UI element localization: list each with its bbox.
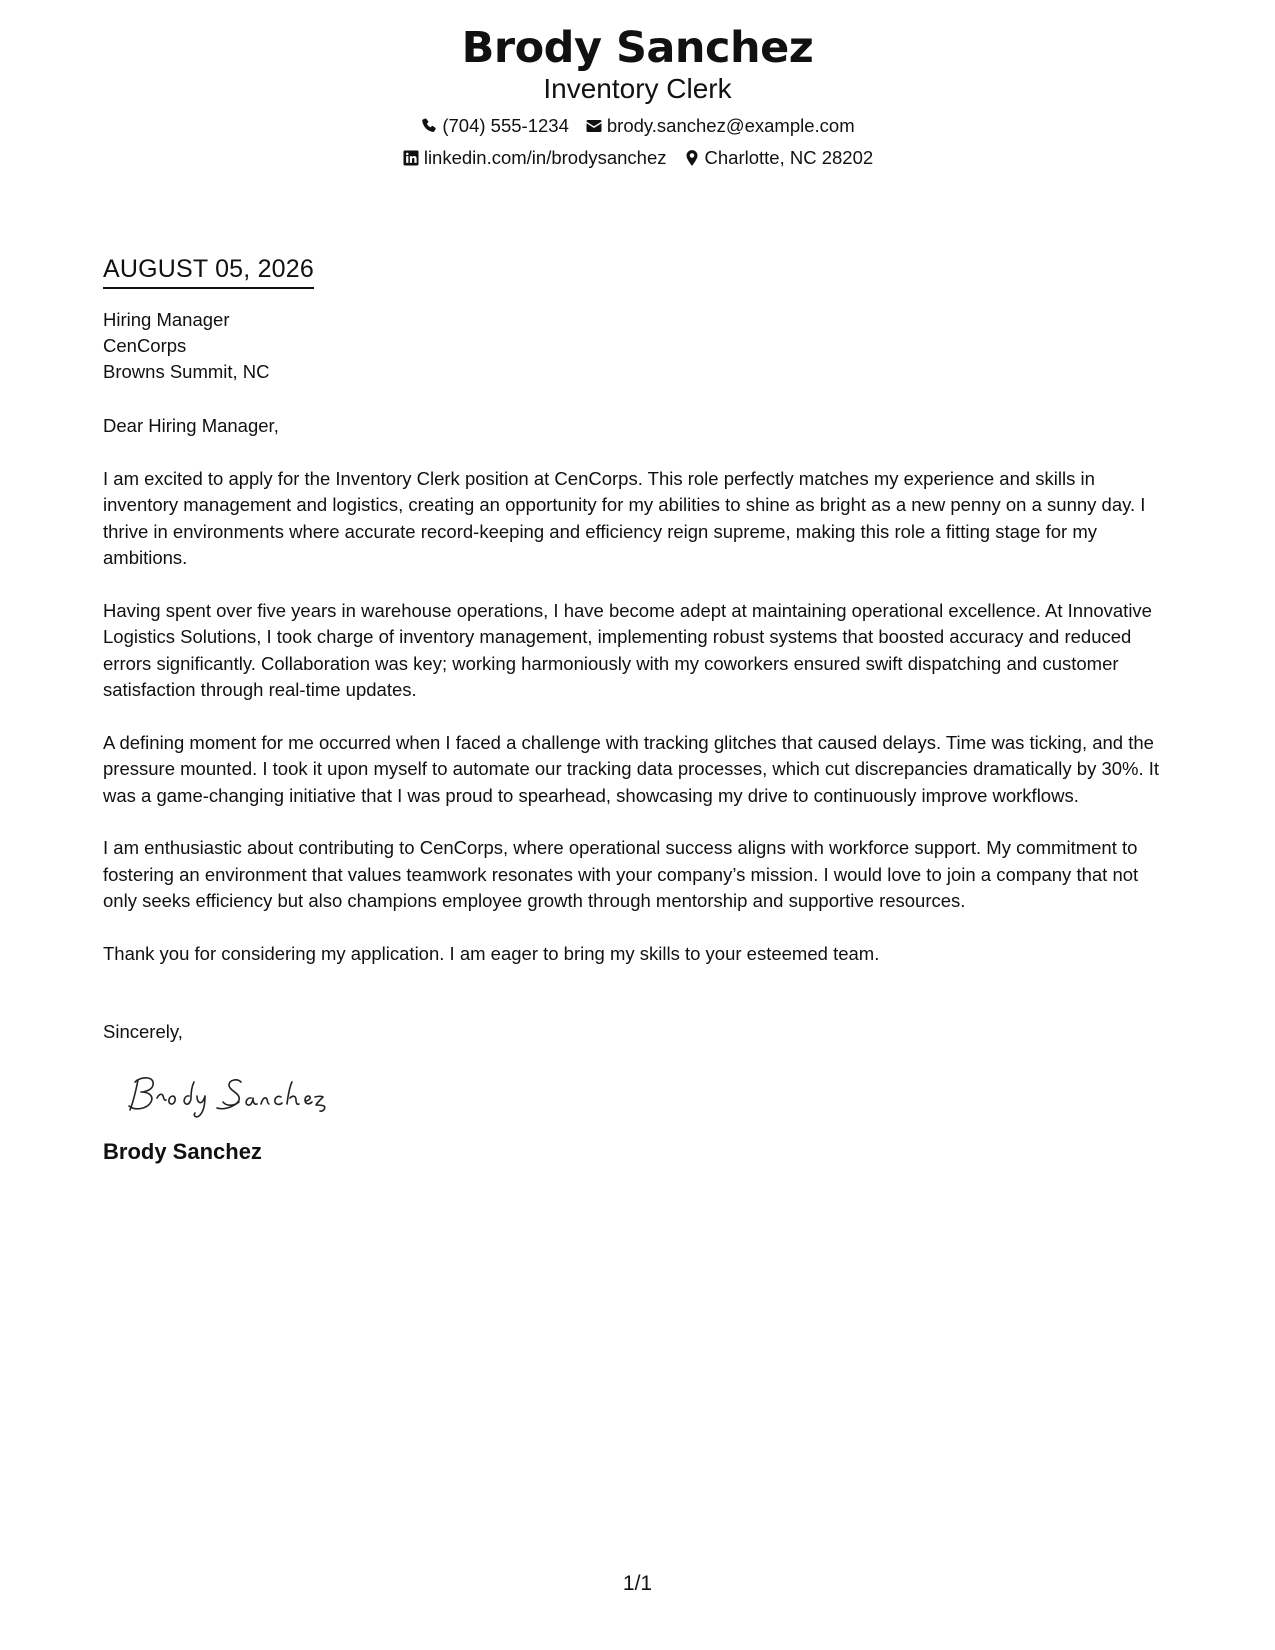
phone-icon: [420, 117, 438, 135]
letter-body: [103, 253, 1173, 1166]
salutation: Dear Hiring Manager,: [103, 415, 279, 436]
linkedin-icon: [402, 149, 420, 167]
applicant-title: Inventory Clerk: [543, 73, 732, 104]
body-paragraph: I am excited to apply for the Inventory Clerk position at CenCorps. This role perfectly matches my experience and skills in inventory management and logistics, creating an opportunity for my abilities to shine as bright as a new penny on a sunny day. I thrive in environments where accurate record-keeping and efficiency reign supreme, making this role a fitting stage for my ambitions.: [103, 467, 1146, 568]
closing: Sincerely,: [103, 1021, 183, 1042]
location-text: Charlotte, NC 28202: [704, 147, 874, 168]
recipient-line: Hiring Manager: [103, 309, 230, 330]
body-paragraph: A defining moment for me occurred when I faced a challenge with tracking glitches that caused delays. Time was ticking, and the pressure mounted. I took it upon myself to automate our tracking data processes, which cut discrepancies dramatically by 30%. It was a game-changing initiative that I was proud to spearhead, showcasing my drive to continuously improve workflows.: [103, 731, 1160, 806]
contact-linkedin: [402, 146, 667, 170]
map-pin-icon: [683, 149, 701, 167]
body-paragraph: I am enthusiastic about contributing to CenCorps, where operational success aligns with workforce support. My commitment to fostering an environment that values teamwork resonates with your company’s mission. I would love to join a company that not only seeks efficiency but also champions employee growth through mentorship and supportive resources.: [103, 837, 1139, 911]
recipient-address: Browns Summit, NC: [103, 361, 270, 382]
contact-phone: [420, 114, 569, 138]
body-paragraph: Having spent over five years in warehouse operations, I have become adept at maintaining operational excellence. At Innovative Logistics Solutions, I took charge of inventory management, implementing robust systems that boosted accuracy and reduced errors significantly. Collaboration was key; working harmoniously with my coworkers ensured swift dispatching and customer satisfaction through real-time updates.: [103, 599, 1152, 700]
linkedin-text: linkedin.com/in/brodysanchez: [423, 147, 667, 168]
body-paragraph: Thank you for considering my application. I am eager to bring my skills to your esteemed team.: [103, 942, 880, 964]
letter-header: [0, 20, 1275, 170]
applicant-name: Brody Sanchez: [461, 23, 814, 73]
contact-email: [585, 114, 855, 138]
handwritten-signature: [121, 1068, 361, 1128]
letter-date: AUGUST 05, 2026: [103, 253, 314, 289]
contact-row-secondary: [0, 146, 1275, 170]
contact-location: [683, 146, 874, 170]
page-number: 1/1: [622, 1572, 653, 1595]
email-text: brody.sanchez@example.com: [606, 115, 855, 136]
contact-row-primary: [0, 114, 1275, 138]
phone-text: (704) 555-1234: [442, 115, 569, 136]
envelope-icon: [585, 117, 603, 135]
recipient-company: CenCorps: [103, 335, 187, 356]
recipient-block: [103, 307, 1173, 385]
signer-name: Brody Sanchez: [103, 1138, 262, 1164]
